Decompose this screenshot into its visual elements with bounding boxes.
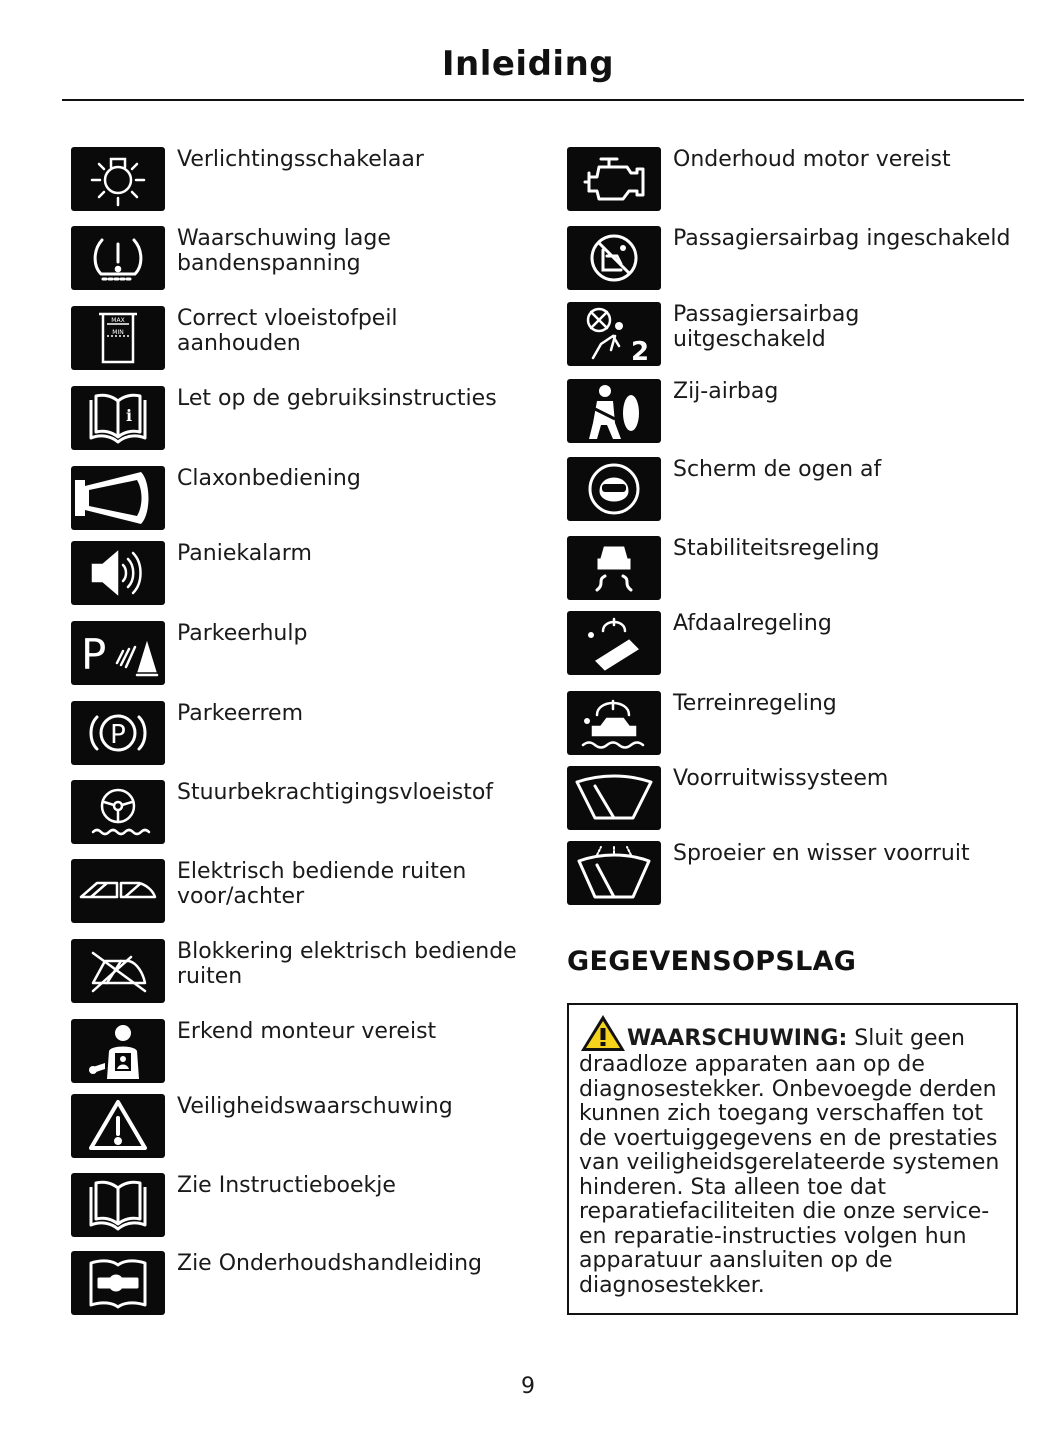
symbol-label: Let op de gebruiksinstructies [177,386,497,411]
panic-alarm-icon [71,541,165,605]
window-lockout-icon [71,939,165,1003]
parking-aid-icon [71,621,165,685]
symbol-label: Verlichtingsschakelaar [177,147,424,172]
airbag-on-icon [567,226,661,290]
fluid-level-icon [71,306,165,370]
svg-text:P: P [81,630,107,679]
power-windows-icon [71,859,165,923]
svg-text:P: P [110,720,126,750]
symbol-label: Correct vloeistofpeil aanhouden [177,306,398,356]
symbol-label: Zie Instructieboekje [177,1173,396,1198]
symbol-label: Waarschuwing lage bandenspanning [177,226,391,276]
svg-text:MAX: MAX [111,317,125,324]
warning-text: Sluit geen draadloze apparaten aan op de diagnosestekker. Onbevoegde derden kunnen zich toegang verschaffen tot de voertuiggegevens en de prestaties van veiligheidsgerelateerde systemen hinderen. Sta alleen toe dat reparatiefaciliteiten die onze service- en reparatie-instructies volgen hun apparatuur aansluiten op de diagnosestekker. [579,1026,1000,1298]
warning-label: WAARSCHUWING: [627,1026,848,1051]
washer-wiper-icon [567,841,661,905]
symbol-label: Sproeier en wisser voorruit [673,841,970,866]
warning-triangle-icon [579,1013,627,1053]
svg-text:2: 2 [631,337,650,366]
symbol-label: Veiligheidswaarschuwing [177,1094,453,1119]
airbag-off-icon [567,302,661,366]
eye-protection-icon [567,457,661,521]
owner-manual-icon [71,1173,165,1237]
symbol-label: Stuurbekrachtigingsvloeistof [177,780,494,805]
symbol-label: Claxonbediening [177,466,361,491]
warning-paragraph [579,1013,1006,1298]
stability-control-icon [567,536,661,600]
horn-icon [71,466,165,530]
terrain-management-icon [567,691,661,755]
symbol-label: Stabiliteitsregeling [673,536,880,561]
wiper-icon [567,766,661,830]
parking-brake-icon [71,701,165,765]
power-steering-fluid-icon [71,780,165,844]
warning-box [567,1003,1018,1315]
maintenance-manual-icon [71,1251,165,1315]
section-heading: GEGEVENSOPSLAG [567,946,857,977]
page-number: 9 [521,1374,535,1399]
svg-text:MIN: MIN [112,329,124,336]
symbol-label: Parkeerhulp [177,621,308,646]
symbol-label: Onderhoud motor vereist [673,147,951,172]
symbol-label: Passagiersairbag ingeschakeld [673,226,1011,251]
symbol-label: Parkeerrem [177,701,304,726]
hill-descent-icon [567,611,661,675]
instructions-book-icon [71,386,165,450]
tire-pressure-icon [71,226,165,290]
engine-icon [567,147,661,211]
symbol-label: Terreinregeling [673,691,837,716]
symbol-label: Afdaalregeling [673,611,832,636]
symbol-label: Zij-airbag [673,379,779,404]
symbol-label: Paniekalarm [177,541,312,566]
symbol-label: Passagiersairbag uitgeschakeld [673,302,860,352]
svg-text:i: i [125,406,133,425]
service-technician-icon [71,1019,165,1083]
symbol-label: Scherm de ogen af [673,457,882,482]
symbol-label: Blokkering elektrisch bediende ruiten [177,939,517,989]
symbol-label: Elektrisch bediende ruiten voor/achter [177,859,467,909]
side-airbag-icon [567,379,661,443]
symbol-label: Voorruitwissysteem [673,766,889,791]
symbol-label: Erkend monteur vereist [177,1019,437,1044]
title-divider [62,99,1024,101]
page-title: Inleiding [441,44,615,84]
safety-alert-icon [71,1094,165,1158]
light-switch-icon [71,147,165,211]
symbol-label: Zie Onderhoudshandleiding [177,1251,482,1276]
